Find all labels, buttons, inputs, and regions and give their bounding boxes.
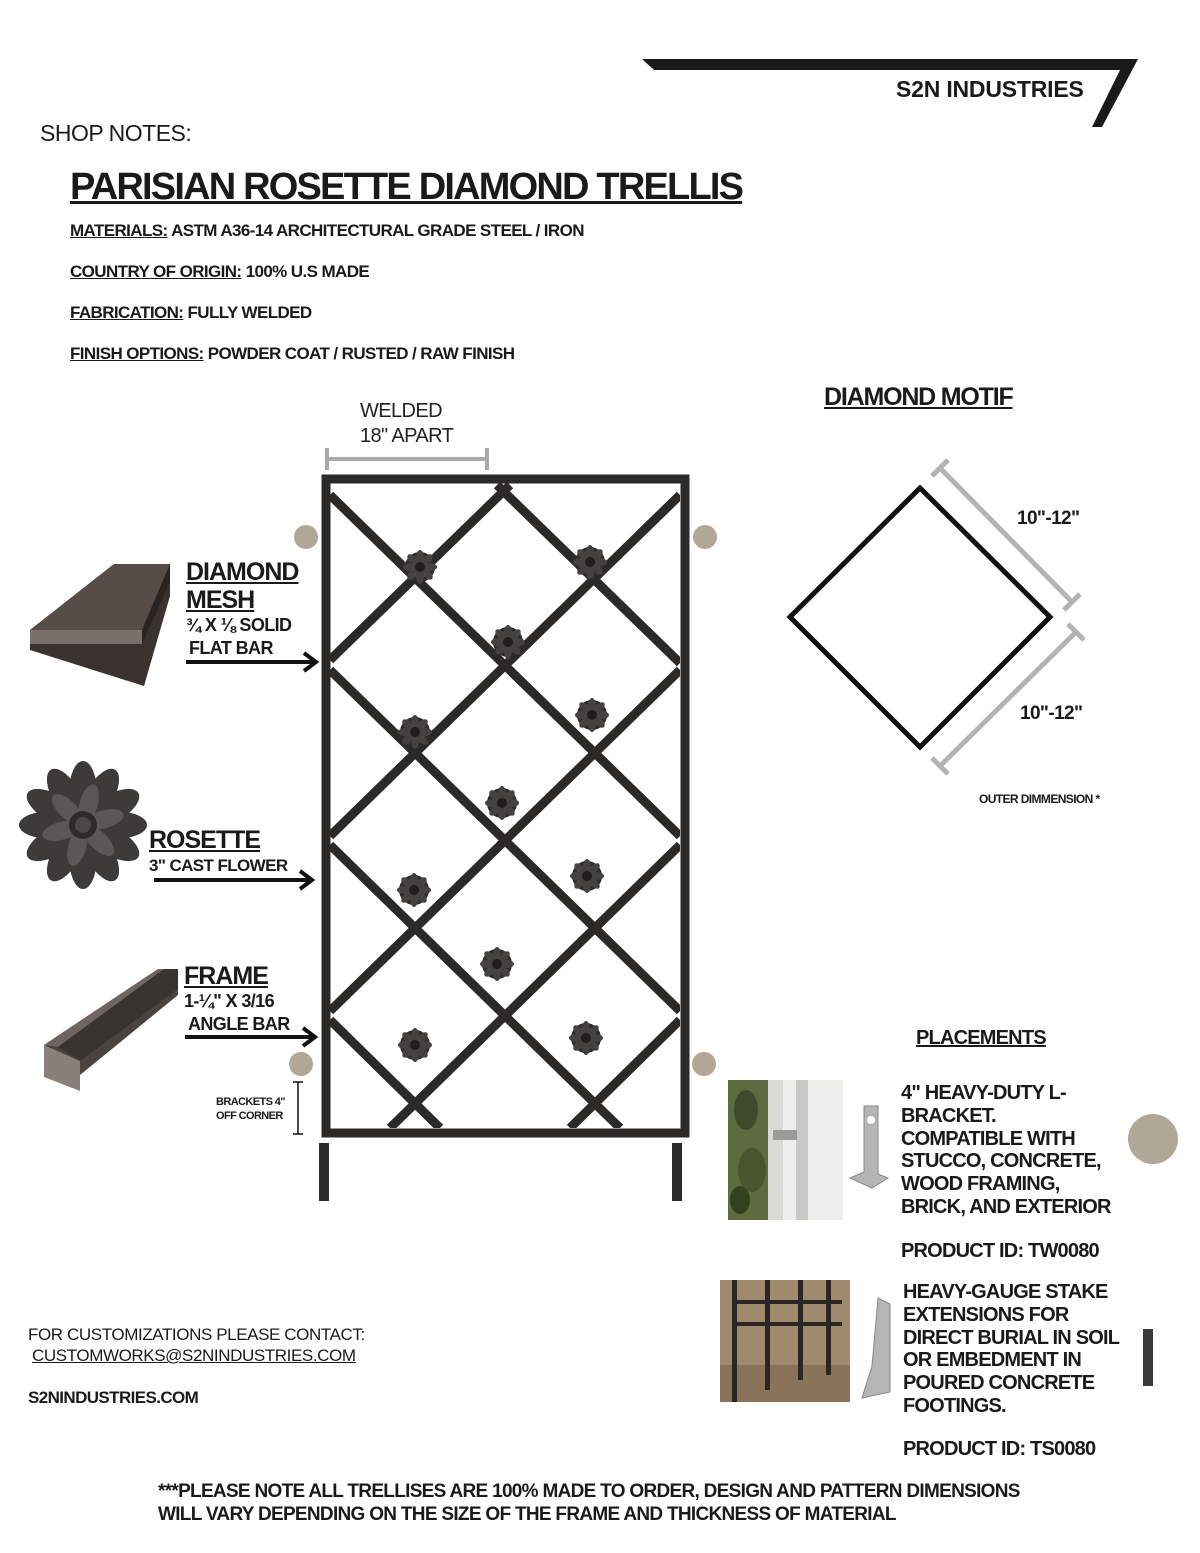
placement-2-description (903, 1281, 1119, 1418)
motif-outer-note: OUTER DIMMENSION * (979, 792, 1100, 806)
brackets-note-line2: OFF CORNER (216, 1110, 283, 1122)
spec-finish (70, 344, 514, 364)
frame-spec-line2: ANGLE BAR (188, 1014, 290, 1034)
contact-email-link[interactable]: CUSTOMWORKS@S2NINDUSTRIES.COM (32, 1346, 356, 1365)
brackets-offset-marker (290, 1080, 306, 1136)
welded-spacing-label (360, 399, 453, 449)
placement-1-description (901, 1082, 1111, 1219)
bracket-dot-bottom-right (691, 1051, 717, 1077)
placement-1-product-id: PRODUCT ID: TW0080 (901, 1240, 1099, 1262)
flat-bar-image (22, 560, 174, 692)
stake-left (319, 1143, 329, 1201)
frame-arrow (183, 1025, 323, 1049)
page-title: PARISIAN ROSETTE DIAMOND TRELLIS (70, 166, 743, 208)
bracket-dot-bottom-left (288, 1051, 314, 1077)
trellis-drawing (290, 470, 730, 1210)
brand-name: S2N INDUSTRIES (896, 76, 1084, 102)
spec-fabrication (70, 303, 312, 323)
rosette-spec: 3" CAST FLOWER (149, 856, 288, 875)
spec-origin (70, 262, 369, 282)
brackets-note (216, 1095, 285, 1123)
bracket-dot-top-left (293, 524, 319, 550)
diamond-motif-drawing (780, 455, 1100, 785)
frame-spec-line1: 1-¼" X 3/16 (184, 991, 274, 1011)
rosette-title: ROSETTE (149, 826, 261, 854)
brackets-note-line1: BRACKETS 4" (216, 1096, 285, 1108)
placement-line: BRICK, AND EXTERIOR (901, 1195, 1111, 1218)
motif-dim-top: 10"-12" (1017, 508, 1080, 529)
note-line2: WILL VARY DEPENDING ON THE SIZE OF THE FRAME AND THICKNESS OF MATERIAL (158, 1504, 896, 1525)
motif-dim-bottom: 10"-12" (1020, 703, 1083, 724)
l-bracket-icon (846, 1102, 891, 1192)
spec-label: FABRICATION: (70, 303, 184, 322)
spec-value: FULLY WELDED (187, 303, 312, 322)
stake-right (672, 1143, 682, 1201)
spec-label: COUNTRY OF ORIGIN: (70, 262, 242, 281)
placement-line: STUCCO, CONCRETE, (901, 1150, 1101, 1173)
website-link[interactable]: S2NINDUSTRIES.COM (28, 1388, 199, 1407)
welded-line2: 18" APART (360, 425, 454, 447)
angle-bar-image (40, 965, 180, 1095)
placement-line: 4" HEAVY-DUTY L- (901, 1082, 1066, 1104)
placement-line: COMPATIBLE WITH (901, 1127, 1075, 1150)
stake-icon (856, 1296, 896, 1400)
rosette-arrow (152, 868, 320, 892)
diamond-mesh-title-line2: MESH (186, 586, 255, 614)
spec-value: POWDER COAT / RUSTED / RAW FINISH (207, 344, 515, 363)
made-to-order-note (158, 1480, 1020, 1526)
diamond-mesh-spec-line2: FLAT BAR (189, 638, 273, 658)
placement-line: BRACKET. (901, 1104, 996, 1127)
placement-line: DIRECT BURIAL IN SOIL (903, 1326, 1120, 1349)
spec-value: ASTM A36-14 ARCHITECTURAL GRADE STEEL / IRON (171, 221, 584, 240)
bracket-dot-legend (1127, 1113, 1179, 1165)
placement-line: HEAVY-GAUGE STAKE (903, 1281, 1108, 1303)
placement-2-product-id: PRODUCT ID: TS0080 (903, 1438, 1096, 1460)
welded-dimension-bracket (320, 445, 495, 473)
contact-line: FOR CUSTOMIZATIONS PLEASE CONTACT: (28, 1325, 365, 1344)
frame-title: FRAME (184, 962, 268, 990)
diamond-motif-title: DIAMOND MOTIF (824, 383, 1013, 411)
shop-notes-heading: SHOP NOTES: (40, 120, 192, 146)
rosette-flower-image (16, 758, 150, 892)
placement-line: FOOTINGS. (903, 1394, 1006, 1417)
diamond-mesh-label (186, 558, 298, 660)
spec-materials (70, 221, 584, 241)
placements-title: PLACEMENTS (916, 1027, 1046, 1049)
stake-legend-mark (1143, 1329, 1153, 1386)
stake-photo (720, 1280, 850, 1402)
diamond-mesh-arrow (184, 650, 324, 674)
l-bracket-photo (728, 1080, 843, 1220)
placement-line: POURED CONCRETE (903, 1372, 1095, 1395)
spec-label: FINISH OPTIONS: (70, 344, 204, 363)
diamond-mesh-spec-line1: ¾ X ⅛ SOLID (186, 615, 292, 635)
welded-line1: WELDED (360, 400, 442, 422)
spec-label: MATERIALS: (70, 221, 168, 240)
note-line1: ***PLEASE NOTE ALL TRELLISES ARE 100% MADE TO ORDER, DESIGN AND PATTERN DIMENSIONS (158, 1481, 1020, 1502)
placement-line: OR EMBEDMENT IN (903, 1349, 1082, 1372)
bracket-dot-top-right (692, 524, 718, 550)
spec-value: 100% U.S MADE (245, 262, 370, 281)
trellis-rosettes (397, 545, 609, 1062)
placement-line: EXTENSIONS FOR (903, 1303, 1069, 1326)
diamond-mesh-title-line1: DIAMOND (186, 558, 299, 586)
placement-line: WOOD FRAMING, (901, 1173, 1060, 1196)
